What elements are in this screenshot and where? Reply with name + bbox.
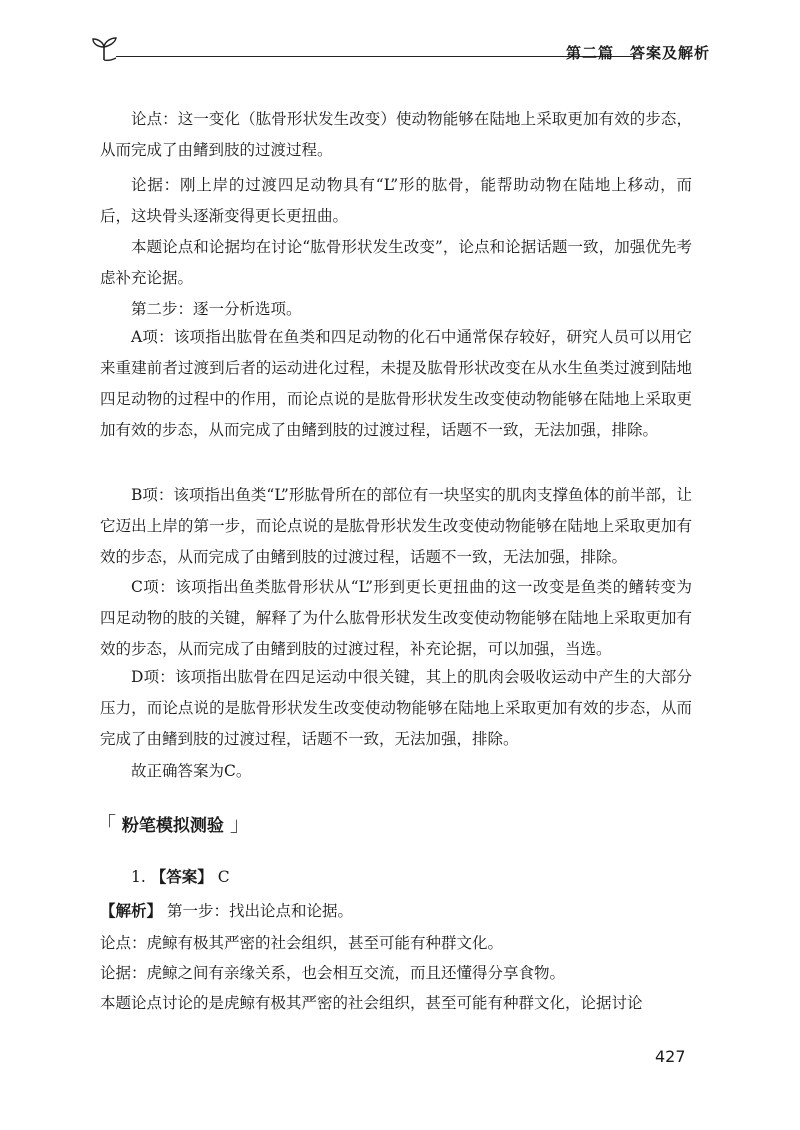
paragraph-topic-consistency: 本题论点和论据均在讨论“肱骨形状发生改变”，论点和论据话题一致，加强优先考虑补充论据。: [100, 238, 692, 287]
paragraph-conclusion: 故正确答案为C。: [131, 762, 252, 780]
paragraph-evidence: 论据：刚上岸的过渡四足动物具有“L”形的肱骨，能帮助动物在陆地上移动，而后，这块骨头逐渐变得更长更扭曲。: [100, 176, 692, 225]
paragraph-option-d: D项：该项指出肱骨在四足运动中很关键，其上的肌肉会吸收运动中产生的大部分压力，而论点说的是肱骨形状发生改变使动物能够在陆地上采取更加有效的步态，从而完成了由鳍到肢的过渡过程，话题不一致，无法加强，排除。: [100, 668, 692, 748]
analysis-label: 【解析】: [100, 902, 163, 920]
header-rule: [116, 56, 636, 57]
paragraph-step-two: 第二步：逐一分析选项。: [131, 300, 302, 318]
question-summary: 本题论点讨论的是虎鲸有极其严密的社会组织，甚至可能有种群文化，论据讨论: [100, 994, 643, 1012]
answer-label: 【答案】: [150, 868, 213, 886]
paragraph-option-c: C项：该项指出鱼类肱骨形状从“L”形到更长更扭曲的这一改变是鱼类的鳍转变为四足动物的肢的关键，解释了为什么肱骨形状发生改变使动物能够在陆地上采取更加有效的步态，从而完成了由鳍到肢的过渡过程，补充论据，可以加强，当选。: [100, 578, 692, 658]
page-header: [90, 34, 710, 74]
paragraph-option-a: A项：该项指出肱骨在鱼类和四足动物的化石中通常保存较好，研究人员可以用它来重建前者过渡到后者的运动进化过程，未提及肱骨形状改变在从水生鱼类过渡到陆地四足动物的过程中的作用，而论点说的是肱骨形状发生改变使动物能够在陆地上采取更加有效的步态，从而完成了由鳍到肢的过渡过程，话题不一致，无法加强，排除。: [100, 328, 692, 439]
page-number: 427: [655, 1047, 686, 1066]
analysis-text: 第一步：找出论点和论据。: [166, 902, 353, 920]
paragraph-argument: 论点：这一变化（肱骨形状发生改变）使动物能够在陆地上采取更加有效的步态，从而完成了由鳍到肢的过渡过程。: [100, 110, 692, 159]
question-number: 1.: [131, 868, 146, 886]
section-close-bracket: 」: [229, 812, 250, 836]
header-title: 第二篇 答案及解析: [565, 44, 710, 62]
sprout-icon: [90, 36, 120, 62]
question-evidence: 论据：虎鲸之间有亲缘关系，也会相互交流，而且还懂得分享食物。: [100, 964, 566, 982]
question-answer-line: [100, 862, 692, 893]
question-argument: 论点：虎鲸有极其严密的社会组织，甚至可能有种群文化。: [100, 934, 504, 952]
answer-value: C: [217, 868, 230, 886]
analysis-line: [100, 896, 692, 927]
section-title: [96, 808, 250, 837]
section-open-bracket: 「: [96, 812, 116, 836]
section-title-text: 粉笔模拟测验: [121, 816, 224, 836]
paragraph-option-b: B项：该项指出鱼类“L”形肱骨所在的部位有一块坚实的肌肉支撑鱼体的前半部，让它迈出上岸的第一步，而论点说的是肱骨形状发生改变使动物能够在陆地上采取更加有效的步态，从而完成了由鳍到肢的过渡过程，话题不一致，无法加强，排除。: [100, 486, 692, 566]
